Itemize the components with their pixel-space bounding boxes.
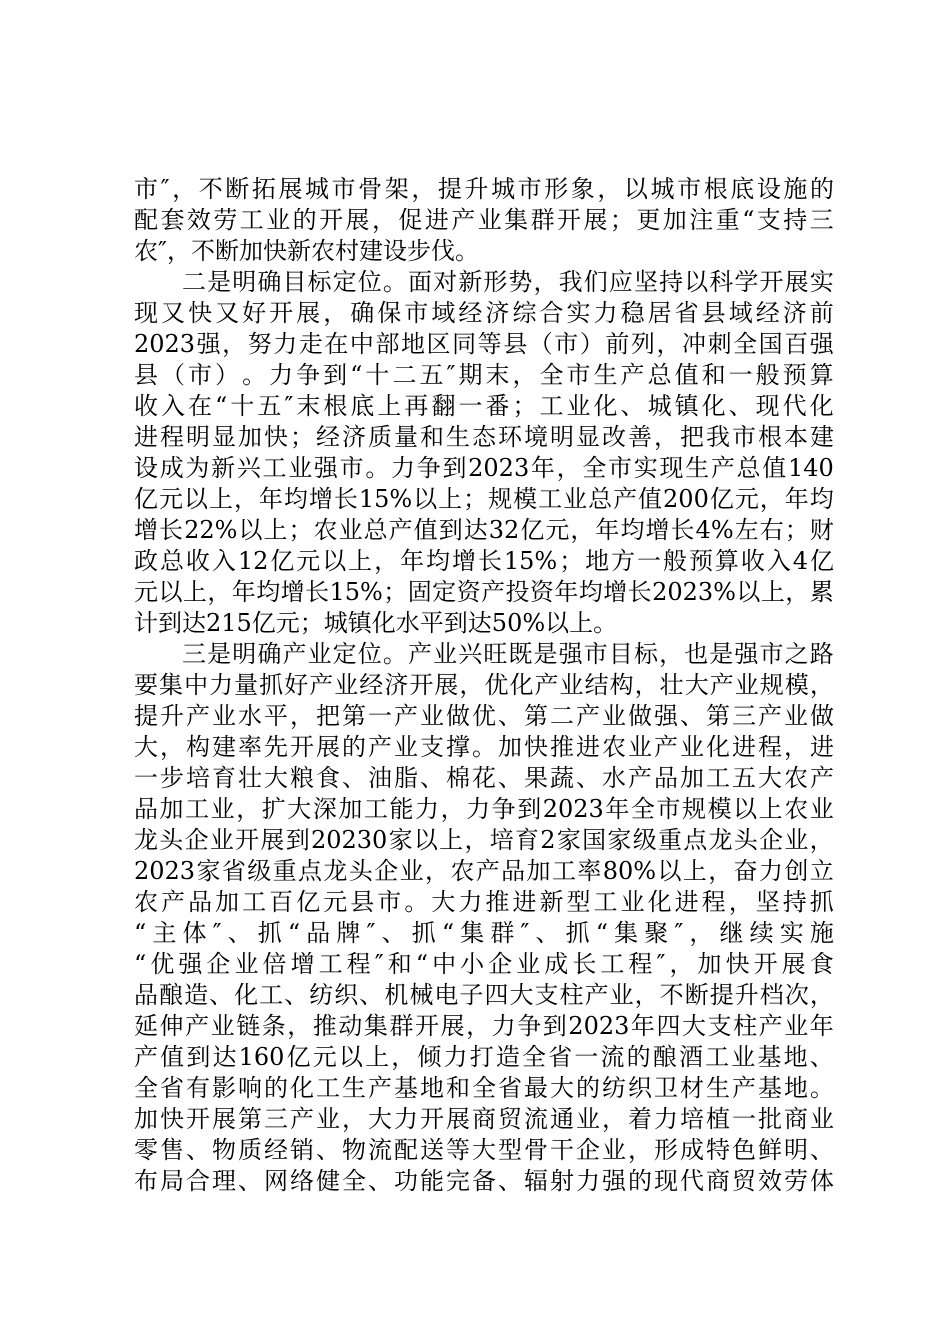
text-line: 计到达215亿元；城镇化水平到达50%以上。 bbox=[134, 609, 618, 637]
text-line: 2023 家 省 级 重 点 龙 头 企 业 ， 农 产 品 加 工 率 80% 以 上 ， 奋 力 创 立 bbox=[134, 857, 834, 885]
text-line: 政 总 收 入 12 亿 元 以 上 ， 年 均 增 长 15% ； 地 方 一 般 预 算 收 入 4 亿 bbox=[134, 547, 834, 575]
text-line: 提 升 产 业 水 平 ， 把 第 一 产 业 做 优 、 第 二 产 业 做 强 、 第 三 产 业 做 bbox=[134, 702, 834, 730]
text-line: 2023 强 ， 努 力 走 在 中 部 地 区 同 等 县 （ 市 ） 前 列 ， 冲 刺 全 国 百 强 bbox=[134, 330, 834, 358]
text-line: “ 优 强 企 业 倍 增 工 程 ″ 和 “ 中 小 企 业 成 长 工 程 ″ ， 加 快 开 展 食 bbox=[134, 950, 834, 978]
text-line: 品 酿 造 、 化 工 、 纺 织 、 机 械 电 子 四 大 支 柱 产 业 ， 不 断 提 升 档 次 ， bbox=[134, 981, 834, 1009]
text-line: 亿 元 以 上 ， 年 均 增 长 15% 以 上 ； 规 模 工 业 总 产 值 200 亿 元 ， 年 均 bbox=[134, 485, 834, 513]
text-line: 配 套 效 劳 工 业 的 开 展 ， 促 进 产 业 集 群 开 展 ； 更 加 注 重 “ 支 持 三 bbox=[134, 206, 834, 234]
text-line: “ 主 体 ″ 、 抓 “ 品 牌 ″ 、 抓 “ 集 群 ″ 、 抓 “ 集 聚 ″ ， 继 续 实 施 bbox=[134, 919, 834, 947]
text-line: 产 值 到 达 160 亿 元 以 上 ， 倾 力 打 造 全 省 一 流 的 酿 酒 工 业 基 地 、 bbox=[134, 1043, 834, 1071]
text-line: 加 快 开 展 第 三 产 业 ， 大 力 开 展 商 贸 流 通 业 ， 着 力 培 植 一 批 商 业 bbox=[134, 1105, 834, 1133]
text-line: 龙 头 企 业 开 展 到 20230 家 以 上 ， 培 育 2 家 国 家 级 重 点 龙 头 企 业 ， bbox=[134, 826, 834, 854]
text-line: 农″，不断加快新农村建设步伐。 bbox=[134, 237, 479, 265]
text-line: 要 集 中 力 量 抓 好 产 业 经 济 开 展 ， 优 化 产 业 结 构 ， 壮 大 产 业 规 模 ， bbox=[134, 671, 834, 699]
text-line: 品 加 工 业 ， 扩 大 深 加 工 能 力 ， 力 争 到 2023 年 全 市 规 模 以 上 农 业 bbox=[134, 795, 834, 823]
text-line: 延 伸 产 业 链 条 ， 推 动 集 群 开 展 ， 力 争 到 2023 年 四 大 支 柱 产 业 年 bbox=[134, 1012, 834, 1040]
text-line: 元 以 上 ， 年 均 增 长 15% ； 固 定 资 产 投 资 年 均 增 长 2023% 以 上 ， 累 bbox=[134, 578, 834, 606]
text-line: 三 是 明 确 产 业 定 位 。 产 业 兴 旺 既 是 强 市 目 标 ， 也 是 强 市 之 路 bbox=[182, 640, 834, 668]
text-line: 全 省 有 影 响 的 化 工 生 产 基 地 和 全 省 最 大 的 纺 织 卫 材 生 产 基 地 。 bbox=[134, 1074, 834, 1102]
text-line: 布 局 合 理 、 网 络 健 全 、 功 能 完 备 、 辐 射 力 强 的 现 代 商 贸 效 劳 体 bbox=[134, 1167, 834, 1195]
text-line: 零 售 、 物 质 经 销 、 物 流 配 送 等 大 型 骨 干 企 业 ， 形 成 特 色 鲜 明 、 bbox=[134, 1136, 834, 1164]
text-line: 收 入 在 “ 十 五 ″ 末 根 底 上 再 翻 一 番 ； 工 业 化 、 城 镇 化 、 现 代 化 bbox=[134, 392, 834, 420]
text-line: 设 成 为 新 兴 工 业 强 市 。 力 争 到 2023 年 ， 全 市 实 现 生 产 总 值 140 bbox=[134, 454, 834, 482]
text-line: 二 是 明 确 目 标 定 位 。 面 对 新 形 势 ， 我 们 应 坚 持 以 科 学 开 展 实 bbox=[182, 268, 834, 296]
text-line: 市 ″ ， 不 断 拓 展 城 市 骨 架 ， 提 升 城 市 形 象 ， 以 城 市 根 底 设 施 的 bbox=[134, 175, 834, 203]
text-line: 县 （ 市 ） 。 力 争 到 “ 十 二 五 ″ 期 末 ， 全 市 生 产 总 值 和 一 般 预 算 bbox=[134, 361, 834, 389]
text-line: 现 又 快 又 好 开 展 ， 确 保 市 域 经 济 综 合 实 力 稳 居 省 县 域 经 济 前 bbox=[134, 299, 834, 327]
text-line: 一 步 培 育 壮 大 粮 食 、 油 脂 、 棉 花 、 果 蔬 、 水 产 品 加 工 五 大 农 产 bbox=[134, 764, 834, 792]
text-line: 进 程 明 显 加 快 ； 经 济 质 量 和 生 态 环 境 明 显 改 善 ， 把 我 市 根 本 建 bbox=[134, 423, 834, 451]
body-text bbox=[134, 174, 834, 1197]
text-line: 增 长 22% 以 上 ； 农 业 总 产 值 到 达 32 亿 元 ， 年 均 增 长 4% 左 右 ； 财 bbox=[134, 516, 834, 544]
text-line: 农 产 品 加 工 百 亿 元 县 市 。 大 力 推 进 新 型 工 业 化 进 程 ， 坚 持 抓 bbox=[134, 888, 834, 916]
text-line: 大 ， 构 建 率 先 开 展 的 产 业 支 撑 。 加 快 推 进 农 业 产 业 化 进 程 ， 进 bbox=[134, 733, 834, 761]
